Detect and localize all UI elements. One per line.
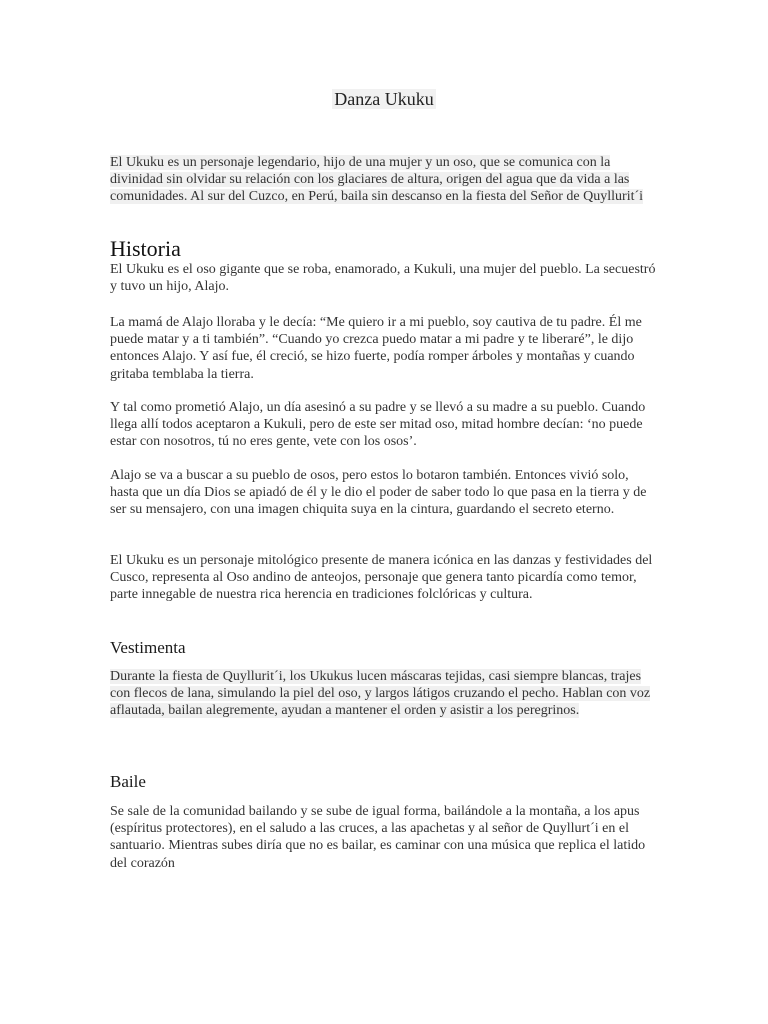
vestimenta-paragraph: [110, 668, 660, 720]
document-title-text: Danza Ukuku: [334, 89, 434, 109]
document-title: [0, 87, 768, 111]
historia-paragraph-3: Y tal como prometió Alajo, un día asesinó a su padre y se llevó a su madre a su pueblo. Cuando llega allí todos aceptaron a Kukuli, pero de este ser mitad oso, mitad hombre decían: ‘no puede estar con nosotros, tú no eres gente, vete con los osos’.: [110, 400, 646, 450]
intro-text: El Ukuku es un personaje legendario, hijo de una mujer y un oso, que se comunica con la divinidad sin olvidar su relación con los glaciares de altura, origen del agua que da vida a las comunidades. Al sur del Cuzco, en Perú, baila sin descanso en la fiesta del Señor de Quyllurit´i: [110, 155, 644, 205]
historia-paragraph-5: El Ukuku es un personaje mitológico presente de manera icónica en las danzas y festividades del Cusco, representa al Oso andino de anteojos, personaje que genera tanto picardía como temor, parte innegable de nuestra rica herencia en tradiciones folclóricas y cultura.: [110, 553, 653, 603]
vestimenta-heading: Vestimenta: [110, 638, 186, 657]
historia-heading: Historia: [110, 236, 181, 261]
baile-paragraph: Se sale de la comunidad bailando y se sube de igual forma, bailándole a la montaña, a los apus (espíritus protectores), en el saludo a las cruces, a las apachetas y al señor de Quyllurt´i en el santuario. Mientras subes diría que no es bailar, es caminar con una música que replica el latido del corazón: [110, 804, 646, 871]
historia-paragraph-1: El Ukuku es el oso gigante que se roba, enamorado, a Kukuli, una mujer del pueblo. La secuestró y tuvo un hijo, Alajo.: [110, 262, 656, 295]
vestimenta-text: Durante la fiesta de Quyllurit´i, los Ukukus lucen máscaras tejidas, casi siempre blancas, trajes con flecos de lana, simulando la piel del oso, y largos látigos cruzando el pecho. Hablan con voz aflautada, bailan alegremente, ayudan a mantener el orden y asistir a los peregrinos.: [110, 669, 651, 719]
historia-paragraph-2: La mamá de Alajo lloraba y le decía: “Me quiero ir a mi pueblo, soy cautiva de tu padre. Él me puede matar y a ti también”. “Cuando yo crezca puedo matar a mi padre y te liberaré”, le dijo entonces Alajo. Y así fue, él creció, se hizo fuerte, podía romper árboles y montañas y cuando gritaba temblaba la tierra.: [110, 315, 642, 382]
historia-paragraph-4: Alajo se va a buscar a su pueblo de osos, pero estos lo botaron también. Entonces vivió solo, hasta que un día Dios se apiadó de él y le dio el poder de saber todo lo que pasa en la tierra y de ser su mensajero, con una imagen chiquita suya en la cintura, guardando el secreto eterno.: [110, 468, 647, 518]
baile-heading: Baile: [110, 772, 146, 791]
intro-paragraph: [110, 154, 660, 206]
